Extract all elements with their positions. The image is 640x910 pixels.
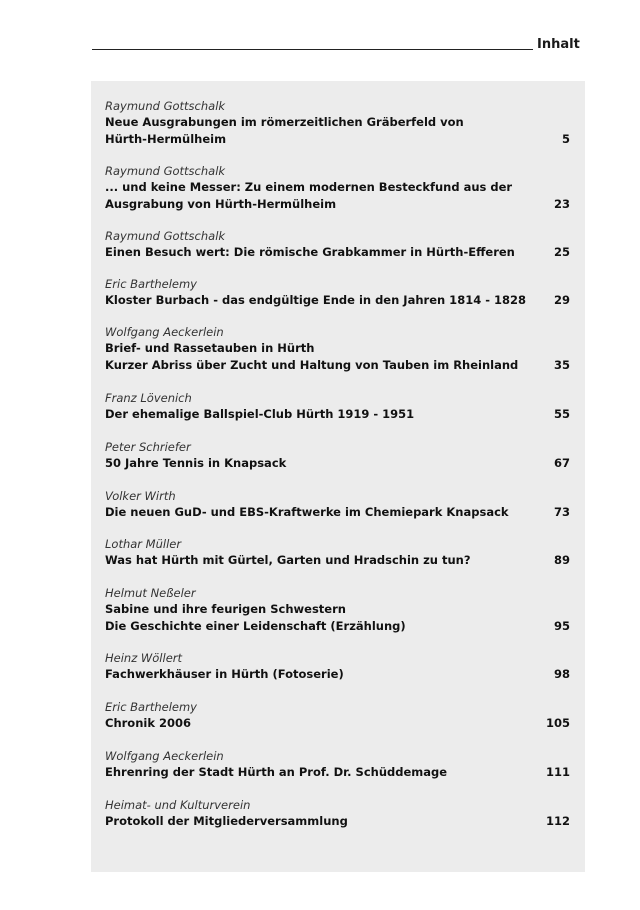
entry-title: ... und keine Messer: Zu einem modernen Besteckfund aus der	[105, 180, 513, 194]
entry-title: Kloster Burbach - das endgültige Ende in den Jahren 1814 - 1828	[105, 293, 526, 307]
entry-title: Sabine und ihre feurigen Schwestern	[105, 602, 346, 616]
entry-author: Eric Barthelemy	[105, 700, 197, 714]
entry-page-number: 55	[553, 407, 570, 421]
entry-title: Die neuen GuD- und EBS-Kraftwerke im Chemiepark Knapsack	[105, 505, 509, 519]
toc-entry	[105, 585, 575, 635]
toc-entry	[105, 699, 575, 732]
entry-author: Eric Barthelemy	[105, 277, 197, 291]
toc-entry	[105, 276, 575, 309]
entry-page-number: 95	[553, 619, 570, 633]
toc-entry	[105, 439, 575, 472]
entry-author: Lothar Müller	[105, 537, 182, 551]
entry-title: Ausgrabung von Hürth-Hermülheim	[105, 197, 337, 211]
toc-entry	[105, 797, 575, 830]
entry-author: Volker Wirth	[105, 489, 176, 503]
entry-author: Raymund Gottschalk	[105, 229, 226, 243]
entry-author: Helmut Neßeler	[105, 586, 196, 600]
entry-page-number: 29	[553, 293, 570, 307]
entry-page-number: 111	[545, 765, 570, 779]
entry-title: Kurzer Abriss über Zucht und Haltung von Tauben im Rheinland	[105, 358, 519, 372]
entry-page-number: 73	[553, 505, 570, 519]
header-rule	[92, 49, 533, 50]
toc-entry	[105, 748, 575, 781]
entry-page-number: 5	[561, 132, 570, 146]
entry-title: Die Geschichte einer Leidenschaft (Erzählung)	[105, 619, 406, 633]
entry-title: Brief- und Rassetauben in Hürth	[105, 341, 315, 355]
entry-author: Heimat- und Kulturverein	[105, 798, 251, 812]
entry-title: Fachwerkhäuser in Hürth (Fotoserie)	[105, 667, 344, 681]
entry-page-number: 67	[553, 456, 570, 470]
toc-entry	[105, 163, 575, 213]
entry-author: Raymund Gottschalk	[105, 99, 226, 113]
toc-entry	[105, 488, 575, 521]
page-title: Inhalt	[537, 37, 580, 52]
entry-page-number: 112	[545, 814, 570, 828]
toc-entry	[105, 536, 575, 569]
entry-title: 50 Jahre Tennis in Knapsack	[105, 456, 287, 470]
entry-author: Wolfgang Aeckerlein	[105, 749, 224, 763]
entry-page-number: 25	[553, 245, 570, 259]
entry-author: Heinz Wöllert	[105, 651, 183, 665]
entry-page-number: 89	[553, 553, 570, 567]
entry-title: Protokoll der Mitgliederversammlung	[105, 814, 348, 828]
toc-entry	[105, 324, 575, 374]
entry-page-number: 98	[553, 667, 570, 681]
entry-author: Peter Schriefer	[105, 440, 191, 454]
entry-page-number: 23	[553, 197, 570, 211]
entry-page-number: 35	[553, 358, 570, 372]
entry-title: Ehrenring der Stadt Hürth an Prof. Dr. Schüddemage	[105, 765, 448, 779]
toc-entry	[105, 390, 575, 423]
entry-title: Chronik 2006	[105, 716, 191, 730]
entry-page-number: 105	[545, 716, 570, 730]
entry-author: Raymund Gottschalk	[105, 164, 226, 178]
entry-title: Der ehemalige Ballspiel-Club Hürth 1919 - 1951	[105, 407, 415, 421]
toc-entry	[105, 228, 575, 261]
entry-title: Einen Besuch wert: Die römische Grabkammer in Hürth-Efferen	[105, 245, 515, 259]
entry-title: Hürth-Hermülheim	[105, 132, 227, 146]
toc-entry	[105, 98, 575, 148]
entry-author: Wolfgang Aeckerlein	[105, 325, 224, 339]
entry-author: Franz Lövenich	[105, 391, 192, 405]
entry-title: Neue Ausgrabungen im römerzeitlichen Gräberfeld von	[105, 115, 464, 129]
toc-entry	[105, 650, 575, 683]
entry-title: Was hat Hürth mit Gürtel, Garten und Hradschin zu tun?	[105, 553, 471, 567]
